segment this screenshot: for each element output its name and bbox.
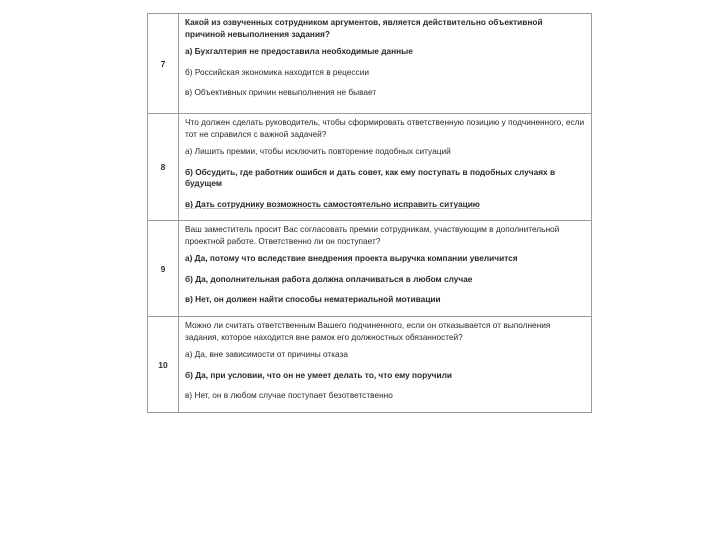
answer-option: а) Да, потому что вследствие внедрения проекта выручка компании увеличится <box>185 253 518 263</box>
questions-table-container <box>147 13 592 413</box>
questions-table <box>147 13 592 413</box>
question-text: Можно ли считать ответственным Вашего подчиненного, если он отказывается от выполнения задания, которое находится вне рамок его должностных обязанностей? <box>185 320 551 342</box>
question-number: 8 <box>148 114 179 221</box>
question-cell <box>179 14 592 114</box>
table-row <box>148 114 592 221</box>
answer-option: а) Лишить премии, чтобы исключить повторение подобных ситуаций <box>185 146 451 156</box>
question-cell <box>179 317 592 413</box>
answer-option: б) Да, при условии, что он не умеет делать то, что ему поручили <box>185 369 452 380</box>
table-row <box>148 317 592 413</box>
answer-option: в) Нет, он должен найти способы нематериальной мотивации <box>185 294 441 304</box>
question-number: 9 <box>148 221 179 317</box>
table-row <box>148 221 592 317</box>
question-number: 7 <box>148 14 179 114</box>
question-cell <box>179 221 592 317</box>
answer-option: в) Дать сотруднику возможность самостоятельно исправить ситуацию <box>185 198 480 209</box>
answer-option: б) Обсудить, где работник ошибся и дать совет, как ему поступать в подобных случаях в будущем <box>185 166 556 188</box>
question-number: 10 <box>148 317 179 413</box>
answer-option: а) Бухгалтерия не предоставила необходимые данные <box>185 46 413 56</box>
table-row <box>148 14 592 114</box>
answer-option: а) Да, вне зависимости от причины отказа <box>185 349 348 359</box>
answer-option: б) Российская экономика находится в рецессии <box>185 66 369 77</box>
question-text: Какой из озвученных сотрудником аргументов, является действительно объективной причиной невыполнения задания? <box>185 17 543 39</box>
answer-option: б) Да, дополнительная работа должна оплачиваться в любом случае <box>185 273 473 284</box>
question-cell <box>179 114 592 221</box>
question-text: Что должен сделать руководитель, чтобы сформировать ответственную позицию у подчиненного, если тот не справился с важной задачей? <box>185 117 585 139</box>
question-text: Ваш заместитель просит Вас согласовать премии сотрудникам, участвующим в дополнительной проектной работе. Ответственно ли он поступает? <box>185 224 560 246</box>
answer-option: в) Объективных причин невыполнения не бывает <box>185 87 377 97</box>
answer-option: в) Нет, он в любом случае поступает безответственно <box>185 390 393 400</box>
